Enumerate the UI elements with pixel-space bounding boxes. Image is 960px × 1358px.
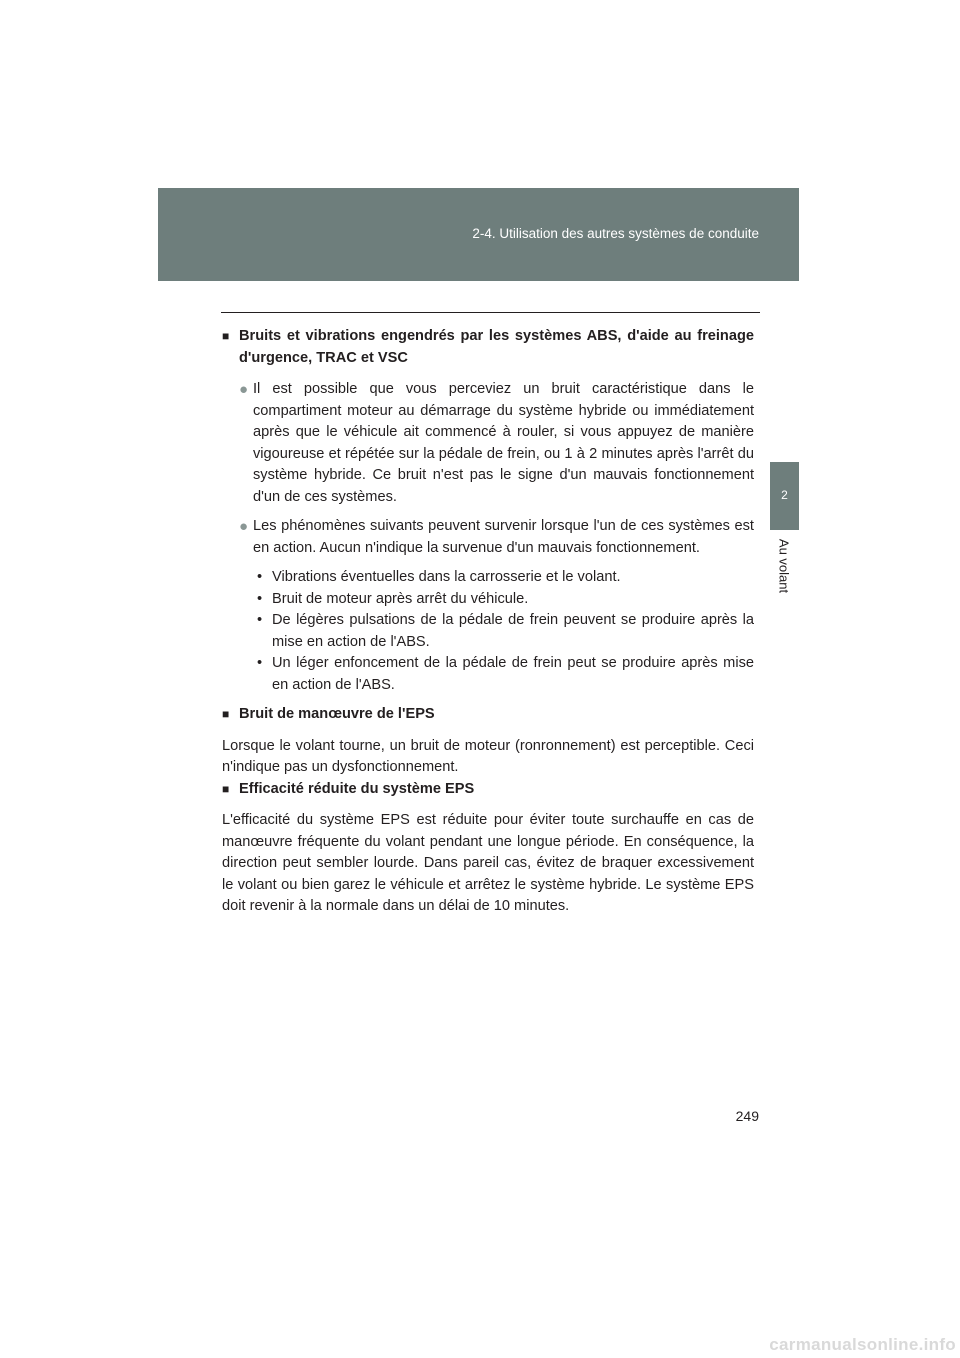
dot-marker-icon: • — [257, 612, 263, 628]
sub-list-item — [257, 610, 754, 653]
section-heading — [222, 704, 754, 726]
dot-marker-icon: • — [257, 655, 263, 671]
sub-item-text: Bruit de moteur après arrêt du véhicule. — [272, 590, 529, 607]
bullet-item — [239, 379, 754, 508]
section-heading — [222, 779, 754, 801]
page-content — [222, 326, 754, 918]
page-number: 249 — [735, 1108, 759, 1124]
square-bullet-icon: ■ — [222, 707, 230, 721]
top-rule — [221, 312, 760, 313]
square-bullet-icon: ■ — [222, 329, 230, 343]
heading-text: Bruit de manœuvre de l'EPS — [239, 706, 435, 722]
square-bullet-icon: ■ — [222, 781, 230, 796]
section-title: 2-4. Utilisation des autres systèmes de conduite — [472, 226, 759, 241]
bullet-text: Il est possible que vous perceviez un bruit caractéristique dans le compartiment moteur au démarrage du système hybride ou immédiatement après que le véhicule ait commencé à rouler, si vous appuyez de manière vigoureuse et répétée sur la pédale de frein, ou 1 à 2 minutes après l'arrêt du système hybride. Ce bruit n'est pas le signe d'un mauvais fonctionnement d'un de ces systèmes. — [253, 381, 754, 505]
sub-list-item — [257, 653, 754, 696]
round-bullet-icon: ● — [239, 518, 249, 535]
sub-item-text: Un léger enfoncement de la pédale de frein peut se produire après mise en action de l'ABS. — [272, 655, 754, 693]
sub-item-text: Vibrations éventuelles dans la carrosserie et le volant. — [272, 569, 621, 585]
watermark: carmanualsonline.info — [769, 1335, 956, 1354]
section-heading — [222, 326, 754, 369]
heading-text: Bruits et vibrations engendrés par les systèmes ABS, d'aide au freinage d'urgence, TRAC et VSC — [239, 328, 754, 366]
header-band — [158, 188, 799, 281]
section-paragraph: L'efficacité du système EPS est réduite pour éviter toute surchauffe en cas de manœuvre fréquente du volant pendant une longue période. En conséquence, la direction peut sembler lourde. Dans pareil cas, évitez de braquer excessivement le volant ou bien garez le véhicule et arrêtez le système hybride. Le système EPS doit revenir à la normale dans un délai de 10 minutes. — [222, 812, 754, 914]
chapter-tab — [770, 462, 799, 530]
dot-marker-icon: • — [257, 590, 263, 607]
chapter-label: Au volant — [776, 538, 792, 594]
dot-marker-icon: • — [257, 569, 263, 585]
bullet-text: Les phénomènes suivants peuvent survenir lorsque l'un de ces systèmes est en action. Aucun n'indique la survenue d'un mauvais fonctionnement. — [253, 518, 754, 556]
heading-text: Efficacité réduite du système EPS — [239, 780, 475, 797]
round-bullet-icon: ● — [239, 381, 249, 398]
sub-item-text: De légères pulsations de la pédale de frein peuvent se produire après la mise en action de l'ABS. — [272, 612, 754, 650]
sub-list-item — [257, 567, 754, 589]
bullet-item — [239, 516, 754, 559]
chapter-number: 2 — [781, 488, 788, 502]
section-paragraph: Lorsque le volant tourne, un bruit de moteur (ronronnement) est perceptible. Ceci n'indique pas un dysfonctionnement. — [222, 737, 754, 775]
sub-list-item — [257, 589, 754, 611]
